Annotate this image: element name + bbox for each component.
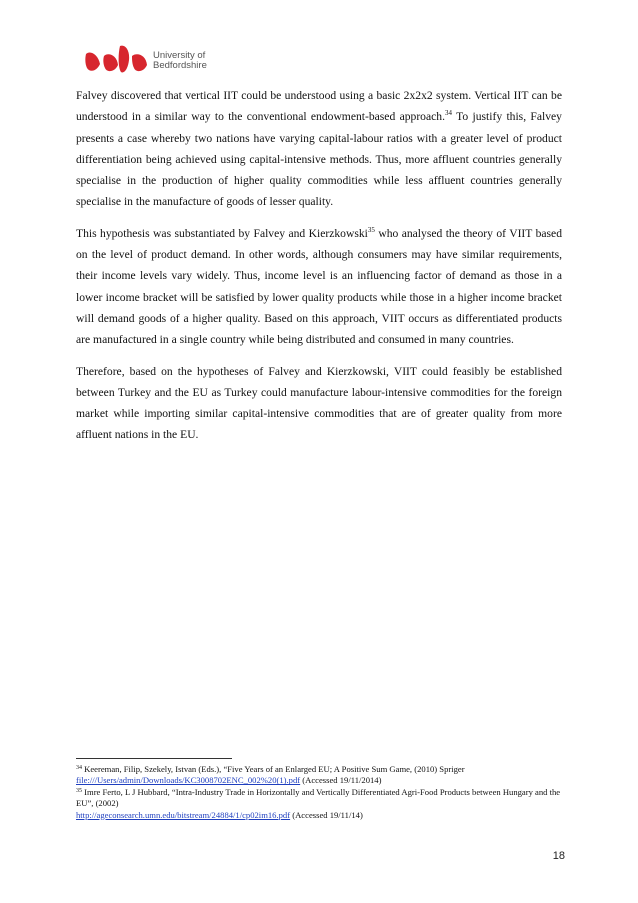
paragraph-2 bbox=[76, 223, 562, 351]
footnote-34-accessed: (Accessed 19/11/2014) bbox=[300, 775, 382, 786]
paragraph-1-text-a: Falvey discovered that vertical IIT could be understood using a basic 2x2x2 system. Vertical IIT can be understood in a similar way to the conventional endowment-based approach. bbox=[76, 89, 562, 124]
footnote-35-link[interactable]: http://ageconsearch.umn.edu/bitstream/24884/1/cp02im16.pdf bbox=[76, 809, 291, 820]
footnote-34 bbox=[76, 764, 562, 787]
logo-wordmark bbox=[153, 51, 207, 71]
body-text bbox=[76, 85, 562, 456]
footnote-34-text: Keereman, Filip, Szekely, Istvan (Eds.), “Five Years of an Enlarged EU; A Positive Sum Game, (2010) Spriger bbox=[82, 764, 465, 774]
footnote-35-accessed: (Accessed 19/11/14) bbox=[290, 809, 363, 820]
footnote-35 bbox=[76, 787, 562, 821]
footnote-ref-34[interactable]: 34 bbox=[444, 109, 452, 118]
paragraph-3 bbox=[76, 361, 562, 446]
footnote-35-text: Imre Ferto, L J Hubbard, “Intra-Industry Trade in Horizontally and Vertically Differentiated Agri-Food Products between Hungary and the EU”, (2002) bbox=[76, 786, 561, 809]
paragraph-3-text: Therefore, based on the hypotheses of Falvey and Kierzkowski, VIIT could feasibly be established between Turkey and the EU as Turkey could manufacture labour-intensive commodities for the foreign market while importing similar capital-intensive commodities that are of greater quality from more affluent nations in the EU. bbox=[76, 364, 562, 442]
paragraph-2-text-a: This hypothesis was substantiated by Falvey and Kierzkowski bbox=[76, 226, 368, 240]
footnote-separator bbox=[76, 758, 232, 759]
university-logo-mark-icon bbox=[84, 44, 150, 76]
paragraph-1 bbox=[76, 85, 562, 213]
university-logo bbox=[84, 40, 244, 84]
footnote-34-link[interactable]: file:///Users/admin/Downloads/KC3008702ENC_002%20(1).pdf bbox=[76, 775, 301, 786]
paragraph-1-text-b: To justify this, Falvey presents a case whereby two nations have varying capital-labour ratios with a greater level of product differentiation being achieved using capital-intensive methods. Thus, more affluent countries generally specialise in the production of higher quality commodities while less affluent countries generally specialise in the manufacture of goods of lesser quality. bbox=[76, 110, 562, 209]
footnote-ref-35[interactable]: 35 bbox=[367, 225, 375, 234]
logo-line-1: University of bbox=[153, 50, 206, 61]
page-number: 18 bbox=[552, 850, 565, 862]
footnotes bbox=[76, 764, 562, 821]
footnote-35-number: 35 bbox=[76, 787, 82, 794]
paragraph-2-text-b: who analysed the theory of VIIT based on the level of product demand. In other words, although consumers may have similar requirements, their income levels vary widely. Thus, income level is an influencing factor of demand as those in a lower income bracket will be satisfied by lower quality products while those in a higher income bracket will demand goods of a higher quality. Based on this approach, VIIT occurs as differentiated products are manufactured in a single country while being distributed and consumed in many countries. bbox=[76, 226, 562, 347]
logo-line-2: Bedfordshire bbox=[153, 60, 207, 71]
footnote-34-number: 34 bbox=[76, 765, 82, 771]
